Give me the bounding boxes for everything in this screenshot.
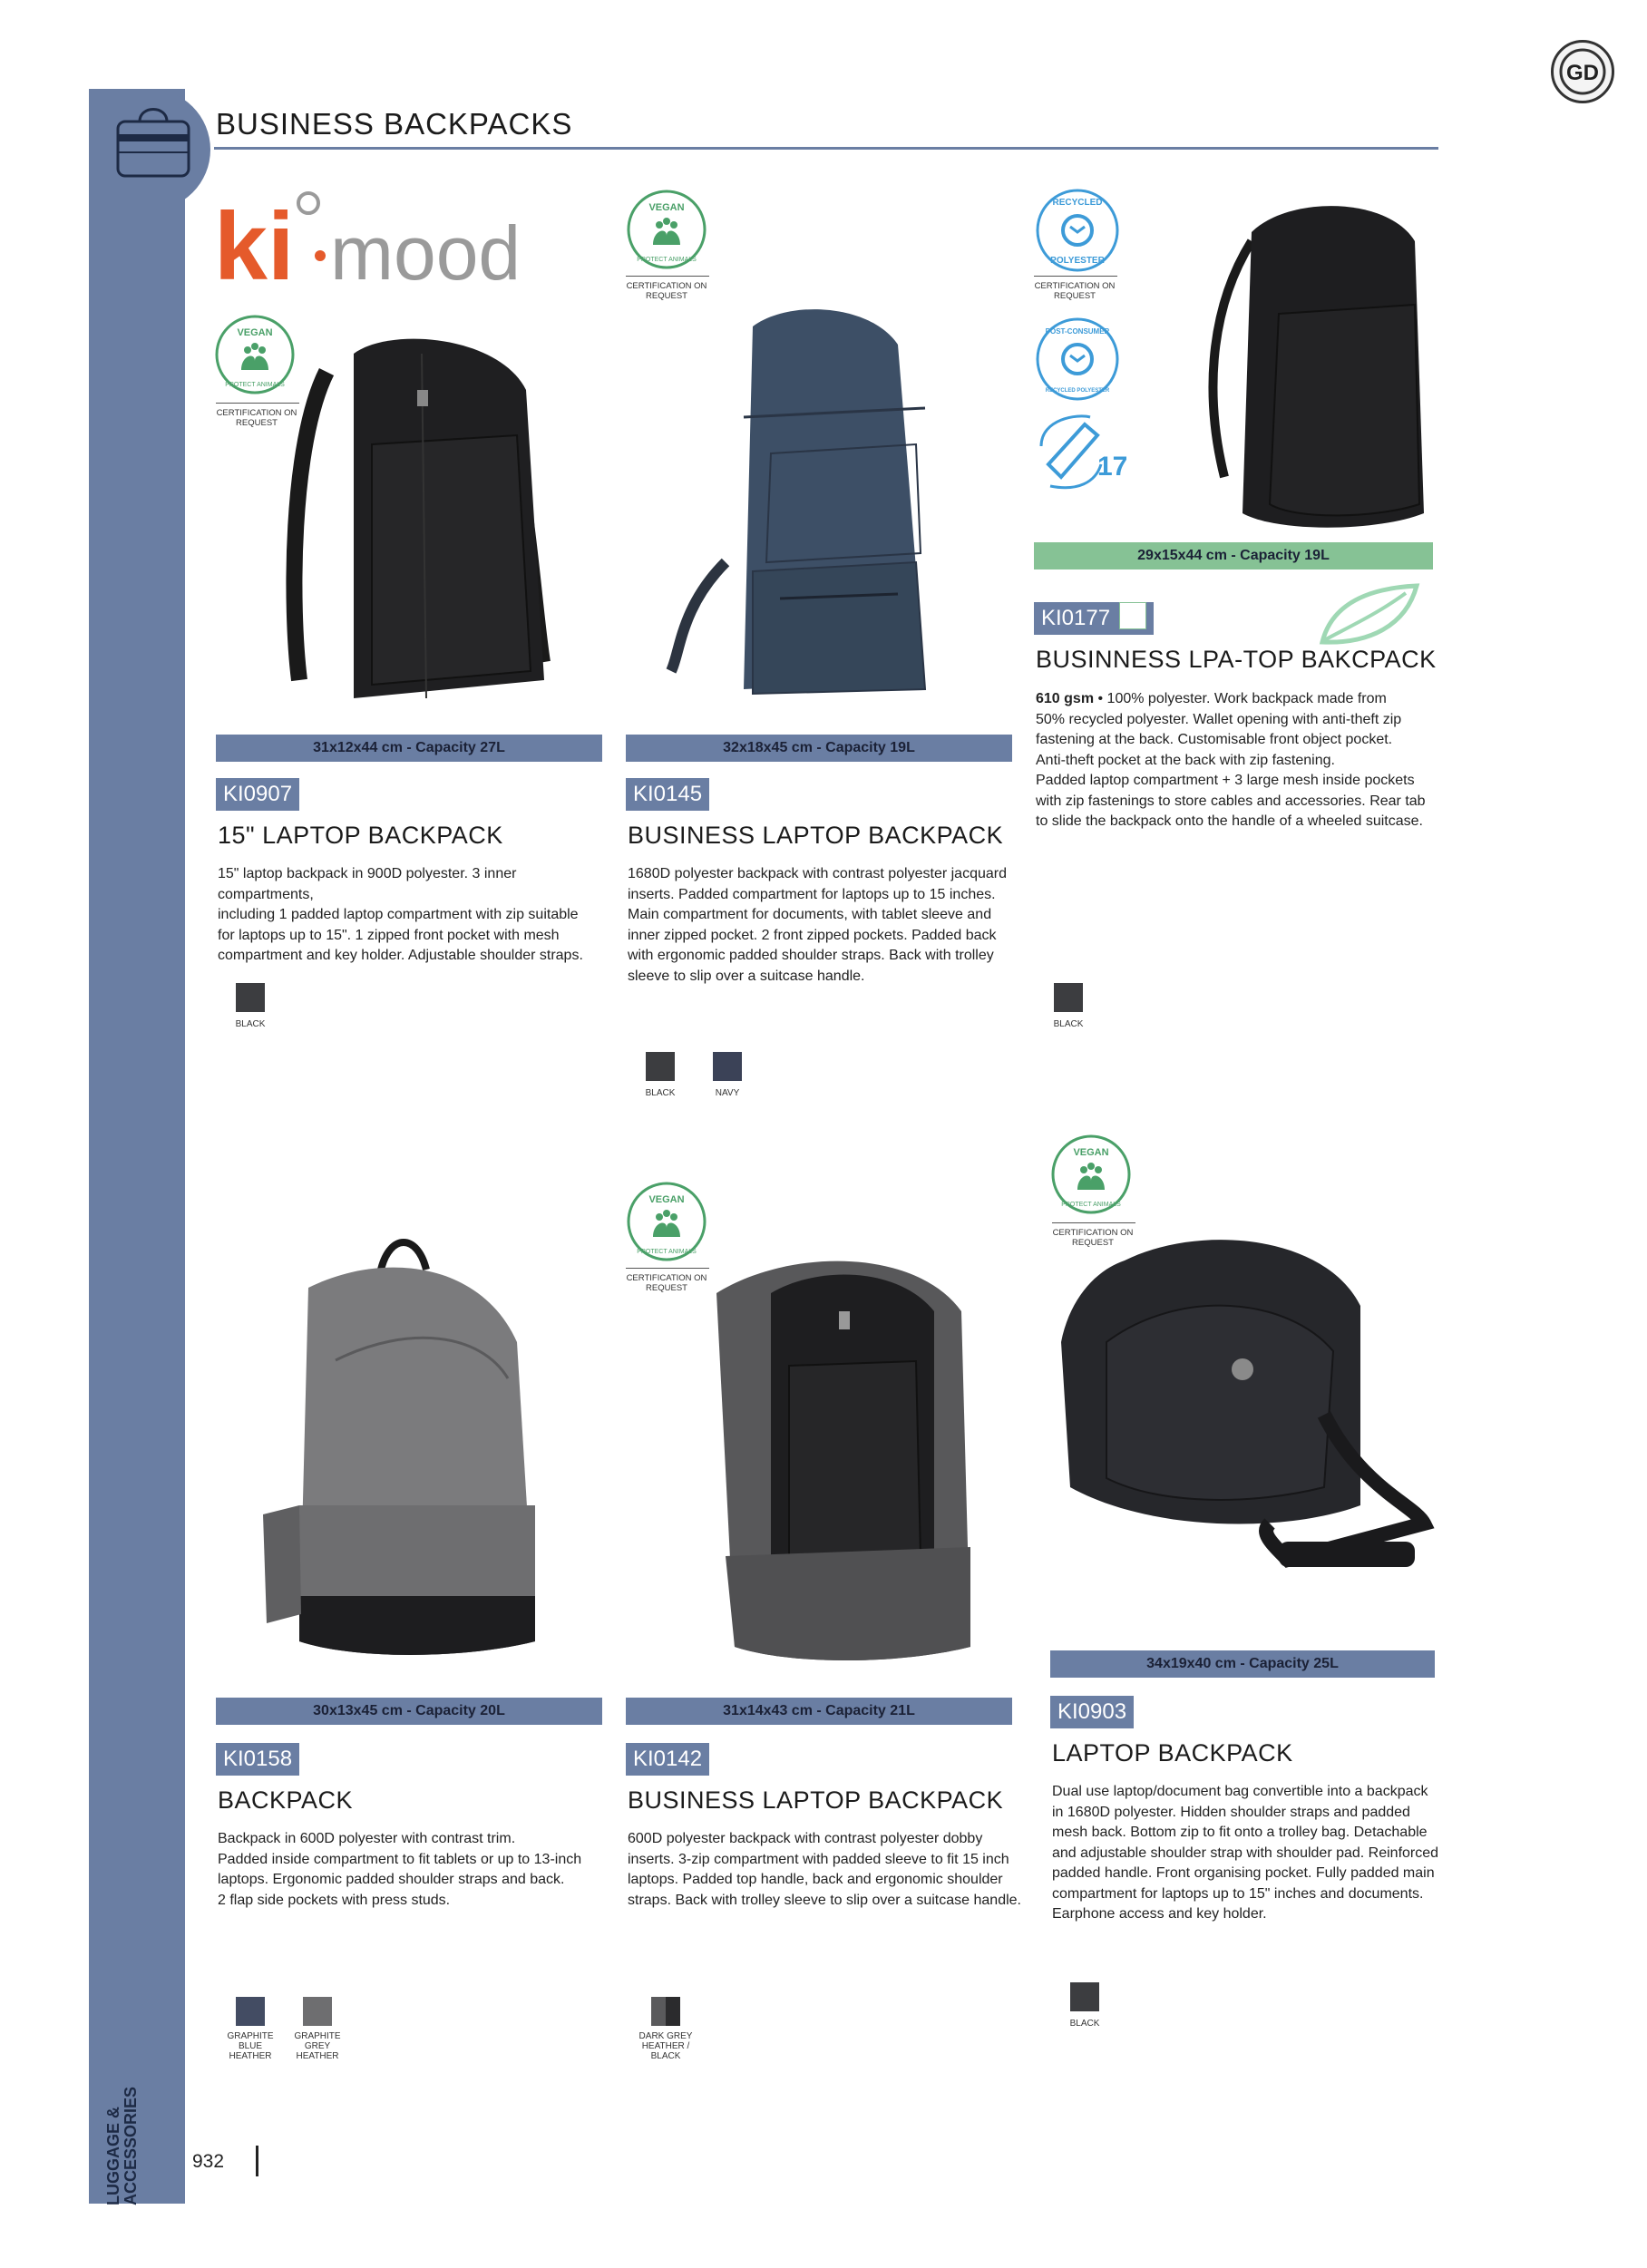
color-label: BLACK xyxy=(645,1088,676,1098)
kimood-logo xyxy=(214,181,521,300)
color-swatch-black[interactable] xyxy=(646,1052,675,1081)
eco-leaf-icon xyxy=(1119,602,1146,629)
product-description: 15" laptop backpack in 900D polyester. 3 inner compartments, including 1 padded laptop compartment with zip suitable for laptops up to 15". 1 zipped front pocket with mesh compartment and key holder. Adjustable shoulder straps. xyxy=(218,866,583,963)
product-code: KI0907 xyxy=(216,778,299,811)
svg-text:POLYESTER: POLYESTER xyxy=(1050,256,1105,266)
brand-badge xyxy=(1551,40,1614,103)
product-image-ki0907 xyxy=(272,336,608,716)
product-description: Dual use laptop/document bag convertible into a backpack in 1680D polyester. Hidden shoulder straps and padded mesh back. Bottom zip to fit onto a trolley bag. Detachable and adjustable shoulder strap with shoulder pad. Reinforced padded handle. Front organising pocket. Fully padded main compartment for laptops up to 15" inches and documents. Earphone access and key holder. xyxy=(1052,1784,1439,1922)
sidebar-band xyxy=(89,89,185,2204)
svg-text:VEGAN: VEGAN xyxy=(648,1194,685,1205)
product-image-ki0903 xyxy=(1052,1233,1433,1596)
cert-note: CERTIFICATION ON REQUEST xyxy=(626,1273,707,1293)
bottle-recycling-icon xyxy=(1032,410,1126,493)
product-description: 610 gsm • 100% polyester. Work backpack made from 50% recycled polyester. Wallet opening with anti-theft zip fastening at the back. Customisable front object pocket. Anti-theft pocket at the back with zip fastening. Padded laptop compartment + 3 large mesh inside pockets with zip fastenings to store cables and accessories. Rear tab to slide the backpack onto the handle of a wheeled suitcase. xyxy=(1036,691,1426,829)
bag-icon xyxy=(114,102,192,181)
svg-text:PROTECT ANIMALS: PROTECT ANIMALS xyxy=(637,257,697,263)
product-code: KI0145 xyxy=(626,778,709,811)
gd-logo-icon xyxy=(1554,43,1612,101)
product-description: 1680D polyester backpack with contrast polyester jacquard inserts. Padded compartment for laptops up to 15 inches. Main compartment for documents, with tablet sleeve and inner zipped pocket. 2 front zipped pockets. Padded back with ergonomic padded shoulder straps. Back with trolley sleeve to slip over a suitcase handle. xyxy=(628,866,1007,984)
svg-text:17: 17 xyxy=(1097,452,1128,482)
product-description: 600D polyester backpack with contrast polyester dobby inserts. 3-zip compartment with padded sleeve to fit 15 inch laptops. Padded top handle, back and ergonomic shoulder straps. Back with trolley sleeve to slip over a suitcase handle. xyxy=(628,1831,1021,1908)
color-label: NAVY xyxy=(715,1088,740,1098)
color-label: BLACK xyxy=(1053,1019,1084,1029)
svg-text:RECYCLED POLYESTER: RECYCLED POLYESTER xyxy=(1045,388,1110,394)
product-image-ki0142 xyxy=(662,1257,998,1674)
cert-note: CERTIFICATION ON REQUEST xyxy=(216,408,297,428)
recycled-polyester-icon xyxy=(1034,187,1121,274)
color-swatch-black[interactable] xyxy=(1054,983,1083,1012)
page-number: 932 xyxy=(192,2151,225,2172)
svg-text:PROTECT ANIMALS: PROTECT ANIMALS xyxy=(225,382,285,388)
dims-bar: 29x15x44 cm - Capacity 19L xyxy=(1034,542,1433,569)
svg-text:VEGAN: VEGAN xyxy=(237,327,273,338)
product-code: KI0158 xyxy=(216,1743,299,1776)
vegan-badge-icon xyxy=(1050,1134,1132,1221)
cert-note: CERTIFICATION ON REQUEST xyxy=(1052,1228,1134,1248)
color-swatch-black[interactable] xyxy=(236,983,265,1012)
svg-text:ki: ki xyxy=(214,193,295,300)
product-image-ki0177 xyxy=(1197,205,1451,540)
product-code: KI0903 xyxy=(1050,1696,1134,1728)
vegan-badge-icon xyxy=(626,189,707,276)
svg-text:POST-CONSUMER: POST-CONSUMER xyxy=(1045,327,1110,336)
cert-rule xyxy=(1034,276,1117,277)
product-code: KI0177 xyxy=(1034,602,1154,635)
color-label: BLACK xyxy=(235,1019,266,1029)
product-name: 15" LAPTOP BACKPACK xyxy=(218,822,503,849)
product-name: BUSINNESS LPA-TOP BAKCPACK xyxy=(1036,646,1437,673)
cert-note: CERTIFICATION ON REQUEST xyxy=(1034,281,1116,301)
product-code: KI0142 xyxy=(626,1743,709,1776)
product-description: Backpack in 600D polyester with contrast trim. Padded inside compartment to fit tablets or up to 13-inch laptops. Ergonomic padded shoulder straps and back. 2 flap side pockets with press studs. xyxy=(218,1831,582,1908)
page-number-divider xyxy=(256,2146,258,2176)
color-label: GRAPHITE BLUE HEATHER xyxy=(227,2031,274,2061)
product-image-ki0145 xyxy=(653,308,989,707)
svg-text:VEGAN: VEGAN xyxy=(1073,1147,1109,1158)
vegan-badge-icon xyxy=(626,1181,707,1268)
title-underline xyxy=(214,147,1438,150)
svg-text:PROTECT ANIMALS: PROTECT ANIMALS xyxy=(1061,1202,1121,1208)
dims-bar: 31x12x44 cm - Capacity 27L xyxy=(216,735,602,762)
dims-bar: 30x13x45 cm - Capacity 20L xyxy=(216,1698,602,1725)
color-label: GRAPHITE GREY HEATHER xyxy=(294,2031,341,2061)
leaf-icon xyxy=(1315,580,1424,649)
color-swatch-navy[interactable] xyxy=(713,1052,742,1081)
svg-text:VEGAN: VEGAN xyxy=(648,202,685,213)
color-swatch-graphite-grey[interactable] xyxy=(303,1997,332,2026)
product-name: BUSINESS LAPTOP BACKPACK xyxy=(628,1786,1004,1814)
post-consumer-recycled-icon xyxy=(1034,316,1121,403)
dims-bar: 31x14x43 cm - Capacity 21L xyxy=(626,1698,1012,1725)
product-name: BACKPACK xyxy=(218,1786,354,1814)
svg-text:PROTECT ANIMALS: PROTECT ANIMALS xyxy=(637,1249,697,1255)
dims-bar: 34x19x40 cm - Capacity 25L xyxy=(1050,1650,1435,1678)
product-name: LAPTOP BACKPACK xyxy=(1052,1739,1293,1767)
svg-text:GD: GD xyxy=(1566,61,1599,85)
color-swatch-dark-grey-black[interactable] xyxy=(651,1997,680,2026)
svg-text:RECYCLED: RECYCLED xyxy=(1052,198,1103,208)
svg-text:mood: mood xyxy=(330,210,521,296)
dims-bar: 32x18x45 cm - Capacity 19L xyxy=(626,735,1012,762)
color-label: DARK GREY HEATHER / BLACK xyxy=(638,2031,693,2061)
cert-rule xyxy=(1052,1222,1135,1223)
cert-note: CERTIFICATION ON REQUEST xyxy=(626,281,707,301)
cert-rule xyxy=(626,276,709,277)
color-swatch-graphite-blue[interactable] xyxy=(236,1997,265,2026)
color-swatch-black[interactable] xyxy=(1070,1982,1099,2011)
product-name: BUSINESS LAPTOP BACKPACK xyxy=(628,822,1004,849)
page-title: BUSINESS BACKPACKS xyxy=(216,107,573,141)
side-category-label: LUGGAGE & ACCESSORIES xyxy=(104,2086,140,2205)
product-image-ki0158 xyxy=(245,1233,590,1669)
color-label: BLACK xyxy=(1069,2019,1100,2029)
